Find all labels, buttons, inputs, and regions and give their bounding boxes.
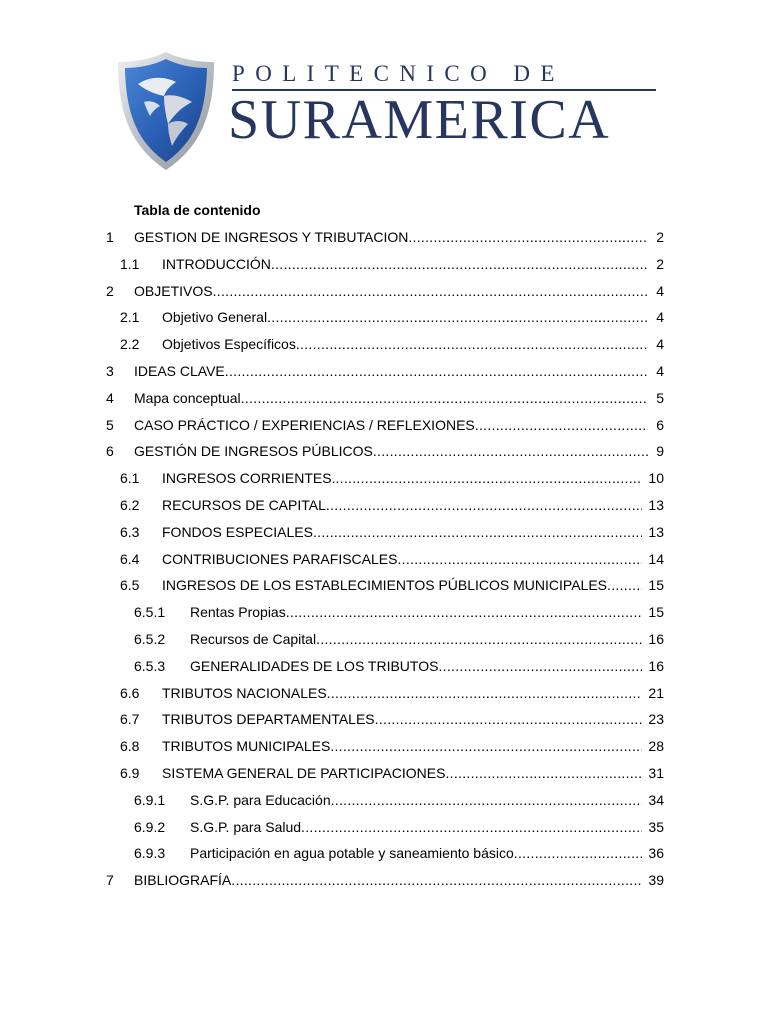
toc-entry[interactable] (0, 412, 768, 439)
toc-page-number: 39 (648, 872, 664, 889)
toc-entry-label: INGRESOS CORRIENTES. (162, 470, 336, 487)
toc-page-number: 15 (648, 577, 664, 594)
toc-entry-number: 7 (106, 872, 114, 889)
toc-entry-label: BIBLIOGRAFÍA (134, 872, 232, 889)
toc-entry-number: 2.1 (120, 309, 140, 326)
toc-page-number: 5 (656, 389, 664, 406)
toc-entry-label: INTRODUCCIÓN (162, 255, 271, 272)
toc-page-number: 21 (648, 684, 664, 701)
toc-entry[interactable] (0, 278, 768, 305)
toc-entry-text (190, 814, 642, 841)
toc-dot-leader (267, 304, 648, 331)
toc-entry[interactable] (0, 546, 768, 573)
toc-entry-number: 6.7 (120, 711, 140, 728)
toc-dot-leader (231, 867, 642, 894)
toc-dot-leader (331, 787, 642, 814)
toc-entry[interactable] (0, 760, 768, 787)
toc-dot-leader (445, 760, 642, 787)
toc-dot-leader (375, 706, 642, 733)
toc-entry[interactable] (0, 224, 768, 251)
toc-entry-number: 6.5 (120, 577, 140, 594)
toc-page-number: 13 (648, 496, 664, 513)
toc-entry-number: 6.5.3 (134, 657, 166, 674)
toc-entry-label: GESTION DE INGRESOS Y TRIBUTACION (134, 229, 409, 245)
logo-wordmark-main: SURAMERICA (228, 89, 611, 151)
toc-dot-leader (286, 599, 642, 626)
toc-dot-leader (514, 840, 642, 867)
toc-page-number: 4 (656, 362, 664, 379)
toc-entry-label: Mapa conceptual (134, 389, 241, 406)
toc-dot-leader (438, 653, 642, 680)
toc-entry-text (162, 251, 648, 278)
toc-entry-text (134, 438, 648, 465)
toc-entry[interactable] (0, 385, 768, 412)
toc-entry-text (162, 304, 648, 331)
toc-dot-leader (408, 224, 648, 251)
toc-entry-label: RECURSOS DE CAPITAL (162, 496, 326, 513)
toc-entry-text (162, 706, 642, 733)
toc-entry-text (134, 278, 648, 305)
toc-dot-leader (271, 251, 648, 278)
toc-entry-number: 6.6 (120, 684, 140, 701)
toc-entry-text (190, 840, 642, 867)
toc-entry[interactable] (0, 599, 768, 626)
toc-page-number: 2 (656, 255, 664, 272)
toc-entry[interactable] (0, 814, 768, 841)
toc-page-number: 4 (656, 282, 664, 299)
toc-entry[interactable] (0, 304, 768, 331)
toc-entry-label: Objetivos Específicos (162, 336, 296, 353)
toc-entry-text (190, 599, 642, 626)
toc-entry-text (134, 358, 648, 385)
logo-wordmark-top: POLITECNICO DE (232, 61, 565, 86)
toc-entry-label: Participación en agua potable y saneamiento básico (190, 845, 514, 862)
toc-page-number: 23 (648, 711, 664, 728)
toc-page-number: 2 (656, 229, 664, 245)
toc-entry-label: Rentas Propias (190, 604, 286, 621)
toc-entry-label: SISTEMA GENERAL DE PARTICIPACIONES (162, 764, 446, 781)
toc-page-number: 34 (648, 791, 664, 808)
toc-dot-leader (316, 626, 642, 653)
toc-dot-leader (335, 465, 642, 492)
toc-entry-number: 1 (106, 229, 114, 245)
toc-entry[interactable] (0, 787, 768, 814)
toc-entry[interactable] (0, 465, 768, 492)
toc-entry-number: 6.3 (120, 523, 140, 540)
toc-entry-number: 6.4 (120, 550, 140, 567)
toc-entry[interactable] (0, 867, 768, 894)
toc-entry-number: 6.9.3 (134, 845, 166, 862)
toc-dot-leader (241, 385, 648, 412)
toc-dot-leader (301, 814, 642, 841)
toc-dot-leader (326, 492, 642, 519)
toc-dot-leader (225, 358, 648, 385)
toc-entry-label: S.G.P. para Salud (190, 818, 302, 835)
toc-entry-label: Recursos de Capital (190, 630, 317, 647)
toc-entry[interactable] (0, 251, 768, 278)
toc-entry[interactable] (0, 626, 768, 653)
toc-entry[interactable] (0, 840, 768, 867)
toc-entry-label: S.G.P. para Educación (190, 791, 331, 808)
toc-page-number: 28 (648, 738, 664, 755)
toc-page-number: 4 (656, 309, 664, 326)
toc-entry-text (134, 224, 648, 251)
toc-page-number: 10 (648, 470, 664, 487)
toc-entry-label: CASO PRÁCTICO / EXPERIENCIAS / REFLEXIONES (134, 416, 475, 433)
toc-dot-leader (213, 278, 648, 305)
toc-entry-label: TRIBUTOS NACIONALES (162, 684, 327, 701)
toc-entry-label: OBJETIVOS (134, 282, 213, 299)
toc-entry-number: 6.1 (120, 470, 140, 487)
toc-page-number: 36 (648, 845, 664, 862)
toc-entry-number: 6.2 (120, 496, 140, 513)
toc-dot-leader (296, 331, 648, 358)
toc-page-number: 35 (648, 818, 664, 835)
toc-entry[interactable] (0, 331, 768, 358)
toc-entry-text (162, 680, 642, 707)
toc-entry-number: 6.9.1 (134, 791, 166, 808)
toc-entry-text (162, 492, 642, 519)
toc-entry-number: 6.5.2 (134, 630, 166, 647)
toc-entry[interactable] (0, 438, 768, 465)
toc-entry-number: 6 (106, 443, 114, 460)
toc-entry-text (162, 546, 642, 573)
toc-entry-label: TRIBUTOS MUNICIPALES (162, 738, 331, 755)
toc-page-number: 9 (656, 443, 664, 460)
toc-page-number: 31 (648, 764, 664, 781)
toc-entry-label: IDEAS CLAVE (134, 362, 225, 379)
toc-page-number: 4 (656, 336, 664, 353)
toc-entry-text (190, 653, 642, 680)
shield-emblem-icon (116, 50, 216, 172)
toc-entry-number: 3 (106, 362, 114, 379)
toc-entry-label: TRIBUTOS DEPARTAMENTALES (162, 711, 375, 728)
toc-page-number: 13 (648, 523, 664, 540)
toc-entry-text (190, 626, 642, 653)
toc-entry-number: 6.8 (120, 738, 140, 755)
toc-entry-label: CONTRIBUCIONES PARAFISCALES (162, 550, 398, 567)
toc-entry-text (134, 385, 648, 412)
toc-entry-number: 6.5.1 (134, 604, 166, 621)
toc-entry-text (190, 787, 642, 814)
toc-entry[interactable] (0, 653, 768, 680)
toc-dot-leader (373, 438, 648, 465)
toc-entry-number: 1.1 (120, 255, 140, 272)
toc-entry-label: FONDOS ESPECIALES (162, 523, 313, 540)
toc-entry-label: INGRESOS DE LOS ESTABLECIMIENTOS PÚBLICOS MUNICIPALES (162, 577, 607, 594)
toc-entry-label: GESTIÓN DE INGRESOS PÚBLICOS (134, 443, 373, 460)
institution-logo (116, 50, 676, 172)
toc-page-number: 14 (648, 550, 664, 567)
table-of-contents (0, 224, 768, 894)
toc-entry[interactable] (0, 519, 768, 546)
toc-dot-leader (327, 680, 642, 707)
toc-entry-number: 2.2 (120, 336, 140, 353)
toc-entry-number: 4 (106, 389, 114, 406)
toc-entry-label: GENERALIDADES DE LOS TRIBUTOS (190, 657, 439, 674)
toc-entry-text (162, 733, 642, 760)
toc-entry-number: 6.9 (120, 764, 140, 781)
toc-entry-text (134, 867, 642, 894)
toc-entry[interactable] (0, 572, 768, 599)
toc-entry[interactable] (0, 358, 768, 385)
toc-entry-text (162, 465, 642, 492)
toc-entry[interactable] (0, 706, 768, 733)
toc-page-number: 6 (656, 416, 664, 433)
toc-dot-leader (607, 572, 642, 599)
toc-entry[interactable] (0, 733, 768, 760)
toc-entry-text (162, 331, 648, 358)
toc-entry-number: 2 (106, 282, 114, 299)
toc-page-number: 16 (648, 630, 664, 647)
toc-page-number: 16 (648, 657, 664, 674)
toc-dot-leader (313, 519, 642, 546)
toc-entry-text (162, 572, 642, 599)
toc-entry-number: 5 (106, 416, 114, 433)
toc-entry-label: Objetivo General (162, 309, 268, 326)
toc-entry-text (162, 519, 642, 546)
toc-dot-leader (397, 546, 642, 573)
toc-page-number: 15 (648, 604, 664, 621)
toc-title: Tabla de contenido (134, 202, 261, 218)
toc-entry[interactable] (0, 680, 768, 707)
toc-dot-leader (475, 412, 648, 439)
toc-entry-text (162, 760, 642, 787)
toc-entry[interactable] (0, 492, 768, 519)
toc-entry-text (134, 412, 648, 439)
toc-entry-number: 6.9.2 (134, 818, 166, 835)
toc-dot-leader (330, 733, 642, 760)
